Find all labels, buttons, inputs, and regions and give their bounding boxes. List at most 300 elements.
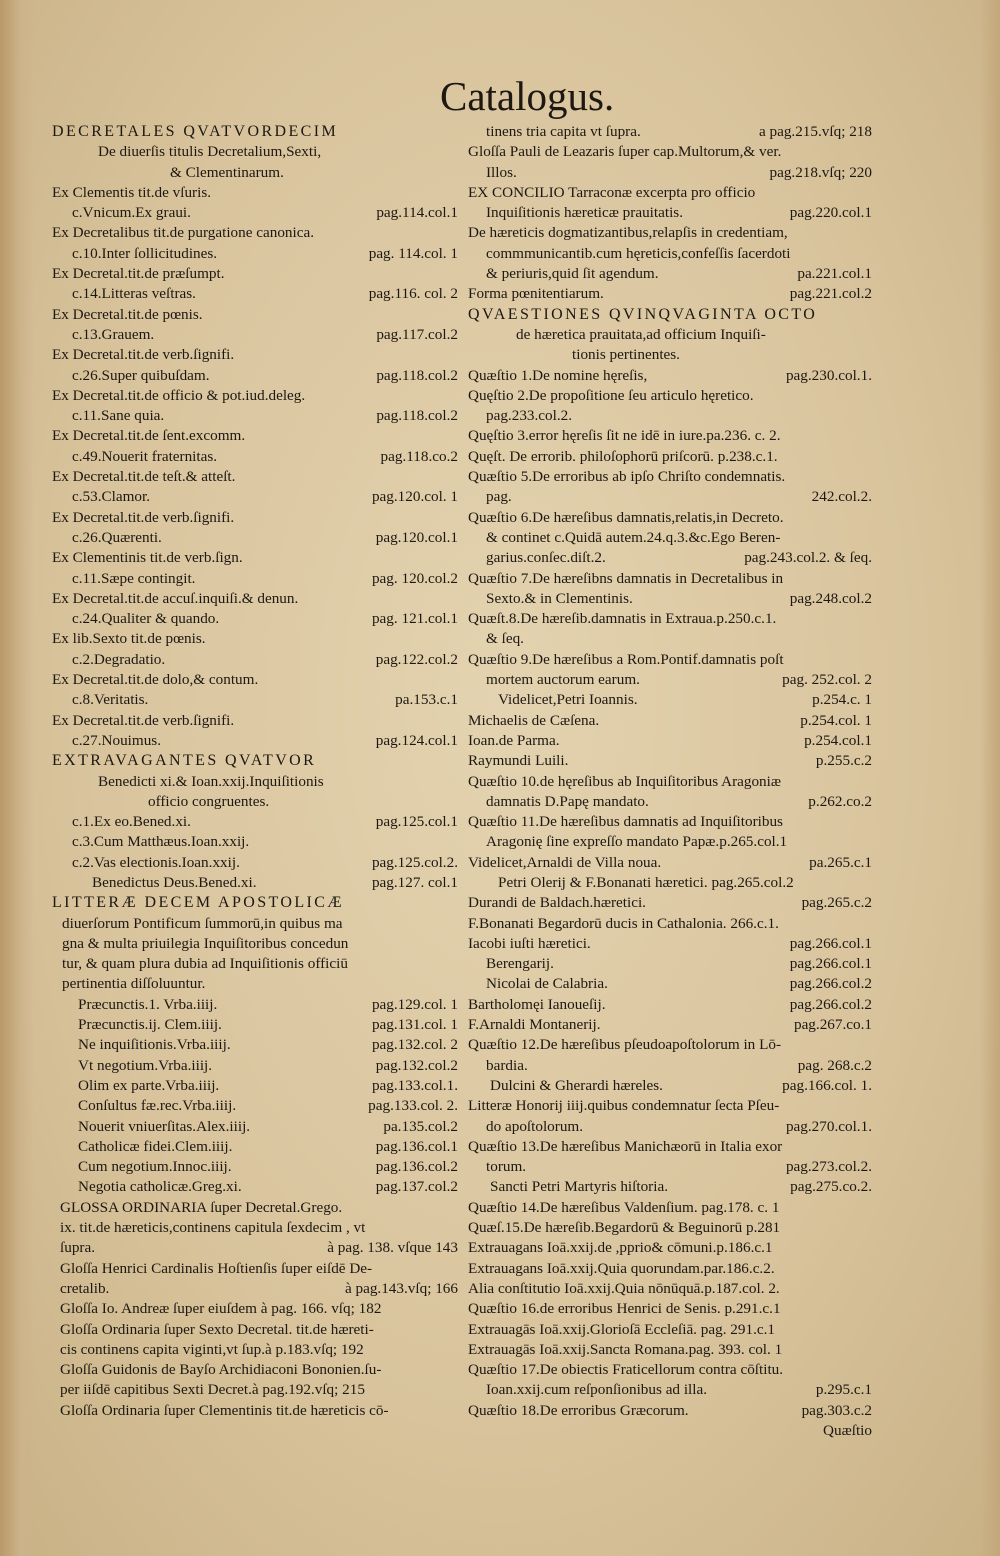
entry-text: c.Vnicum.Ex graui. [72, 204, 191, 222]
entry-text: Petri Olerij & F.Bonanati hæretici. pag.265.col.2 [498, 873, 794, 891]
page-binding-edge [0, 0, 34, 1556]
page-reference: pag.220.col.1 [789, 204, 872, 222]
catalog-entry [468, 1279, 872, 1299]
catalog-entry [52, 995, 458, 1015]
entry-text: cretalib. [60, 1279, 110, 1297]
catalog-entry [468, 1320, 872, 1340]
entry-text: LITTERÆ DECEM APOSTOLICÆ [52, 894, 344, 912]
page-reference: pag.166.col. 1. [782, 1076, 872, 1094]
page-reference: pag.267.co.1 [793, 1016, 872, 1034]
entry-text: Alia conſtitutio Ioā.xxij.Quia nōnūquā.p.187.col. 2. [468, 1279, 780, 1297]
catalog-entry [52, 670, 458, 690]
entry-text: tur, & quam plura dubia ad Inquiſitionis officiū [62, 955, 348, 973]
entry-text: Dulcini & Gherardi hæreles. [490, 1076, 663, 1094]
page-reference: à pag.143.vſq; 166 [344, 1279, 458, 1297]
page-reference: pag. 268.c.2 [797, 1056, 872, 1074]
entry-text: ix. tit.de hæreticis,continens capitula ſexdecim , vt [60, 1219, 366, 1237]
catalog-entry [52, 934, 458, 954]
catalog-entry [468, 487, 872, 507]
entry-text: Quæſtio 12.De hæreſibus pſeudoapoſtolorum in Lō- [468, 1036, 781, 1054]
page-reference: pag.218.vſq; 220 [769, 163, 872, 181]
entry-text: Quæſtio 7.De hæreſibns damnatis in Decretalibus in [468, 569, 784, 587]
catalog-entry [468, 690, 872, 710]
catalog-entry [468, 1157, 872, 1177]
page-reference: pag.221.col.2 [789, 285, 872, 303]
catalog-entry [468, 1299, 872, 1319]
entry-text: Forma pœnitentiarum. [468, 285, 604, 303]
page-reference: pag.266.col.1 [789, 955, 872, 973]
catalog-entry [468, 609, 872, 629]
catalog-entry [468, 629, 872, 649]
catalog-entry [52, 1096, 458, 1116]
catalog-entry [468, 1076, 872, 1096]
catalog-entry [468, 1117, 872, 1137]
entry-text: Ioan.xxij.cum reſponſionibus ad illa. [486, 1381, 708, 1399]
section-heading [52, 751, 458, 771]
page-reference: p.254.c. 1 [812, 691, 872, 709]
entry-text: do apoſtolorum. [486, 1117, 584, 1135]
catalog-entry [52, 264, 458, 284]
catalog-entry [52, 548, 458, 568]
catalog-entry [468, 1035, 872, 1055]
catalog-entry [468, 1421, 872, 1441]
page-reference: p.254.col.1 [804, 731, 872, 749]
catalog-entry [52, 528, 458, 548]
entry-text: Ex lib.Sexto tit.de pœnis. [52, 630, 206, 648]
page-reference: pag.132.col.2 [375, 1056, 458, 1074]
entry-text: Gloſſa Ordinaria ſuper Sexto Decretal. tit.de hæreti- [60, 1320, 374, 1338]
entry-text: Quæſtio 13.De hæreſibus Manichæorū in Italia exor [468, 1137, 783, 1155]
catalog-entry [52, 447, 458, 467]
entry-text: cis continens capita viginti,vt ſup.à p.183.vſq; 192 [60, 1340, 364, 1358]
catalog-entry [52, 589, 458, 609]
page-reference: pag. 252.col. 2 [782, 671, 872, 689]
entry-text: c.1.Ex eo.Bened.xi. [72, 813, 191, 831]
page-reference: à pag. 138. vſque 143 [327, 1239, 458, 1257]
catalog-entry [468, 711, 872, 731]
catalog-entry [468, 163, 872, 183]
catalog-entry [52, 792, 458, 812]
entry-text: Durandi de Baldach.hæretici. [468, 894, 646, 912]
catalog-entry [468, 731, 872, 751]
page-reference: p.262.co.2 [808, 792, 872, 810]
entry-text: Gloſſa Henrici Cardinalis Hoſtienſis ſuper eiſdē De- [60, 1259, 373, 1277]
entry-text: Vt negotium.Vrba.iiij. [78, 1056, 213, 1074]
entry-text: Quæſtio 9.De hæreſibus a Rom.Pontif.damnatis poſt [468, 650, 784, 668]
catalog-entry [468, 1238, 872, 1258]
entry-text: Ex Decretal.tit.de accuſ.inquiſi.& denun. [52, 589, 299, 607]
entry-text: Sexto.& in Clementinis. [486, 589, 633, 607]
page-reference: pag.133.col. 2. [368, 1097, 458, 1115]
catalog-entry [468, 1056, 872, 1076]
entry-text: De diuerſis titulis Decretalium,Sexti, [98, 143, 322, 161]
entry-text: Sancti Petri Martyris hiſtoria. [490, 1178, 669, 1196]
entry-text: tinens tria capita vt ſupra. [486, 123, 641, 140]
page-reference: pag.303.c.2 [801, 1401, 872, 1419]
entry-text: commmunicantib.cum hęreticis,confeſſis ſacerdoti [486, 244, 791, 262]
entry-text: Ex Clementis tit.de vſuris. [52, 183, 212, 201]
catalog-entry [52, 1177, 458, 1197]
entry-text: c.3.Cum Matthæus.Ioan.xxij. [72, 833, 250, 851]
entry-text: Quęſtio 3.error hęreſis ſit ne idē in iure.pa.236. c. 2. [468, 427, 781, 445]
entry-text: Ex Decretal.tit.de ſent.excomm. [52, 427, 246, 445]
catalog-entry [52, 873, 458, 893]
catalog-entry [468, 467, 872, 487]
entry-text: c.8.Veritatis. [72, 691, 149, 709]
entry-text: Aragonię ſine expreſſo mandato Papæ.p.265.col.1 [486, 833, 788, 851]
catalog-entry [52, 1117, 458, 1137]
entry-text: Quæſt.8.De hæreſib.damnatis in Extraua.p.250.c.1. [468, 610, 777, 628]
catalog-entry [52, 467, 458, 487]
page-outer-edge [980, 0, 1000, 1556]
page-reference: pag.118.co.2 [380, 447, 458, 465]
entry-text: Ex Decretal.tit.de dolo,& contum. [52, 671, 259, 689]
entry-text: c.2.Vas electionis.Ioan.xxij. [72, 853, 240, 871]
entry-text: De hæreticis dogmatizantibus,relapſis in credentiam, [468, 224, 788, 242]
entry-text: Quæſ.15.De hæreſib.Begardorū & Beguinorū p.281 [468, 1219, 781, 1237]
entry-text: Quæſtio 1.De nomine hęreſis, [468, 366, 648, 384]
page-reference: Quæſtio [823, 1422, 872, 1439]
entry-text: Præcunctis.ij. Clem.iiij. [78, 1016, 222, 1034]
catalog-entry [52, 1360, 458, 1380]
catalog-entry [468, 142, 872, 162]
entry-text: Nicolai de Calabria. [486, 975, 608, 993]
entry-text: Bartholomęi Ianoueſij. [468, 995, 606, 1013]
catalog-entry [468, 1340, 872, 1360]
page-reference: pag.132.col. 2 [371, 1036, 458, 1054]
page-reference: pag.133.col.1. [371, 1076, 458, 1094]
page-reference: pa.221.col.1 [797, 265, 872, 283]
entry-text: Raymundi Luili. [468, 752, 569, 770]
page-reference: 242.col.2. [811, 488, 872, 506]
entry-text: Gloſſa Ordinaria ſuper Clementinis tit.de hæreticis cō- [60, 1401, 389, 1419]
section-heading [52, 893, 458, 913]
catalog-entry [52, 244, 458, 264]
catalog-entry [468, 548, 872, 568]
catalog-entry [468, 1360, 872, 1380]
page-reference: pag. 121.col.1 [371, 610, 458, 628]
entry-text: Quæſtio 16.de erroribus Henrici de Senis. p.291.c.1 [468, 1300, 781, 1318]
page-reference: pag.118.col.2 [376, 366, 458, 384]
catalog-entry [52, 223, 458, 243]
page-reference: pag.243.col.2. & ſeq. [744, 549, 872, 567]
catalog-entry [52, 203, 458, 223]
entry-text: Gloſſa Io. Andreæ ſuper eiuſdem à pag. 166. vſq; 182 [60, 1300, 382, 1318]
entry-text: Ex Decretalibus tit.de purgatione canonica. [52, 224, 315, 242]
catalog-entry [468, 650, 872, 670]
catalog-entry [468, 386, 872, 406]
page-reference: pag.117.col.2 [376, 325, 458, 343]
catalog-entry [468, 366, 872, 386]
entry-text: Videlicet,Arnaldi de Villa noua. [468, 853, 662, 871]
page-reference: pag.275.co.2. [790, 1178, 872, 1196]
entry-text: tionis pertinentes. [572, 346, 680, 364]
page-reference: pag.266.col.1 [789, 934, 872, 952]
entry-text: Extrauagans Ioā.xxij.de ,pprio& cōmuni.p.186.c.1 [468, 1239, 773, 1257]
catalog-entry [468, 670, 872, 690]
entry-text: Gloſſa Guidonis de Bayſo Archidiaconi Bononien.ſu- [60, 1361, 382, 1379]
catalog-entry [52, 1320, 458, 1340]
entry-text: Ex Decretal.tit.de officio & pot.iud.deleg. [52, 386, 306, 404]
entry-text: pag. [486, 488, 512, 506]
catalog-entry [52, 1157, 458, 1177]
catalog-entry [52, 1380, 458, 1400]
page-reference: pag.230.col.1. [785, 366, 872, 384]
catalog-entry [468, 1259, 872, 1279]
page-reference: pag.137.col.2 [375, 1178, 458, 1196]
entry-text: c.11.Sane quia. [72, 407, 165, 425]
entry-text: de hæretica prauitata,ad officium Inquiſi- [516, 325, 766, 343]
catalog-entry [52, 1035, 458, 1055]
catalog-entry [52, 1076, 458, 1096]
entry-text: mortem auctorum earum. [486, 671, 640, 689]
page-reference: a pag.215.vſq; 218 [758, 123, 872, 140]
entry-text: c.49.Nouerit fraternitas. [72, 447, 218, 465]
catalog-entry [52, 954, 458, 974]
page-reference: pag.129.col. 1 [371, 995, 458, 1013]
page-reference: pag.136.col.1 [375, 1137, 458, 1155]
page-reference: pag.125.col.2. [371, 853, 458, 871]
catalog-entry [468, 183, 872, 203]
catalog-entry [52, 629, 458, 649]
catalog-entry [52, 508, 458, 528]
page-reference: pag.131.col. 1 [371, 1016, 458, 1034]
catalog-entry [52, 650, 458, 670]
entry-text: Extrauagās Ioā.xxij.Glorioſā Eccleſiā. pag. 291.c.1 [468, 1320, 776, 1338]
entry-text: & continet c.Quidā autem.24.q.3.&c.Ego Beren- [486, 528, 781, 546]
page-reference: pag.265.c.2 [801, 894, 872, 912]
entry-text: Ex Decretal.tit.de verb.ſignifi. [52, 346, 235, 364]
catalog-entry [52, 609, 458, 629]
catalog-entry [468, 264, 872, 284]
page-reference: p.255.c.2 [815, 752, 872, 770]
entry-text: Michaelis de Cæſena. [468, 711, 600, 729]
catalog-entry [52, 772, 458, 792]
catalog-entry [52, 325, 458, 345]
entry-text: Extrauagans Ioā.xxij.Quia quorundam.par.186.c.2. [468, 1259, 775, 1277]
entry-text: Quæſtio 17.De obiectis Fraticellorum contra cōſtitu. [468, 1361, 784, 1379]
catalog-entry [52, 1137, 458, 1157]
page-reference: pag.120.col.1 [375, 528, 458, 546]
catalog-entry [52, 406, 458, 426]
entry-text: Benedicti xi.& Ioan.xxij.Inquiſitionis [98, 772, 324, 790]
catalog-entry [468, 873, 872, 893]
entry-text: c.13.Grauem. [72, 325, 155, 343]
catalog-entry [468, 447, 872, 467]
catalog-entry [468, 974, 872, 994]
entry-text: pertinentia diſſoluuntur. [62, 975, 206, 993]
catalog-entry [468, 345, 872, 365]
catalog-entry [52, 1015, 458, 1035]
entry-text: c.26.Quærenti. [72, 528, 162, 546]
catalog-entry [468, 751, 872, 771]
page-reference: pag.266.col.2 [789, 975, 872, 993]
entry-text: Quęſt. De errorib. philoſophorū priſcorū. p.238.c.1. [468, 447, 778, 465]
page-reference: pa.153.c.1 [395, 691, 458, 709]
catalog-entry [468, 1096, 872, 1116]
right-column [468, 122, 872, 1441]
entry-text: c.11.Sæpe contingit. [72, 569, 196, 587]
entry-text: Ex Decretal.tit.de verb.ſignifi. [52, 711, 235, 729]
page-reference: pag.248.col.2 [789, 589, 872, 607]
catalog-entry [468, 1218, 872, 1238]
entry-text: Berengarij. [486, 955, 554, 973]
entry-text: officio congruentes. [148, 792, 270, 810]
catalog-entry [52, 1279, 458, 1299]
catalog-entry [468, 772, 872, 792]
catalog-entry [52, 345, 458, 365]
entry-text: Ex Clementinis tit.de verb.ſign. [52, 549, 243, 567]
catalog-entry [468, 954, 872, 974]
catalog-entry [468, 569, 872, 589]
catalog-entry [52, 832, 458, 852]
page-reference: pa.135.col.2 [383, 1117, 458, 1135]
page-reference: pag. 114.col. 1 [368, 244, 458, 262]
entry-text: garius.conſec.diſt.2. [486, 549, 606, 567]
catalog-entry [468, 508, 872, 528]
entry-text: Illos. [486, 163, 517, 181]
catalog-entry [468, 914, 872, 934]
catalog-entry [468, 528, 872, 548]
entry-text: Quæſtio 18.De erroribus Græcorum. [468, 1401, 689, 1419]
entry-text: Ex Decretal.tit.de verb.ſignifi. [52, 508, 235, 526]
entry-text: c.27.Nouimus. [72, 731, 162, 749]
entry-text: Benedictus Deus.Bened.xi. [92, 873, 257, 891]
section-heading [468, 305, 872, 325]
entry-text: torum. [486, 1158, 527, 1176]
catalog-entry [52, 305, 458, 325]
page-reference: pag.122.col.2 [375, 650, 458, 668]
entry-text: Cum negotium.Innoc.iiij. [78, 1158, 232, 1176]
entry-text: Litteræ Honorij iiij.quibus condemnatur ſecta Pſeu- [468, 1097, 780, 1115]
catalog-entry [52, 284, 458, 304]
entry-text: Quæſtio 14.De hæreſibus Valdenſium. pag.178. c. 1 [468, 1198, 780, 1216]
page-reference: pag.270.col.1. [785, 1117, 872, 1135]
catalog-entry [52, 1401, 458, 1421]
page-title: Catalogus. [440, 73, 615, 119]
page-reference: pag.114.col.1 [376, 204, 458, 222]
entry-text: Olim ex parte.Vrba.iiij. [78, 1076, 220, 1094]
entry-text: gna & multa priuilegia Inquiſitoribus concedun [62, 934, 349, 952]
catalog-entry [468, 1198, 872, 1218]
catalog-entry [52, 812, 458, 832]
catalog-entry [468, 812, 872, 832]
catalog-entry [52, 163, 458, 183]
page-reference: pag.266.col.2 [789, 995, 872, 1013]
catalog-entry [52, 731, 458, 751]
entry-text: diuerſorum Pontificum ſummorū,in quibus ma [62, 914, 343, 932]
entry-text: Ex Decretal.tit.de præſumpt. [52, 265, 225, 283]
section-heading [52, 122, 458, 142]
catalog-entry [468, 325, 872, 345]
catalog-entry [468, 1177, 872, 1197]
entry-text: c.2.Degradatio. [72, 650, 166, 668]
catalog-entry [52, 1299, 458, 1319]
catalog-entry [468, 853, 872, 873]
entry-text: F.Bonanati Begardorū ducis in Cathalonia. 266.c.1. [468, 914, 779, 932]
catalog-entry [468, 223, 872, 243]
page-reference: pag.120.col. 1 [371, 488, 458, 506]
page-reference: pag.116. col. 2 [368, 285, 458, 303]
catalog-entry [52, 183, 458, 203]
catalog-entry [52, 487, 458, 507]
entry-text: & Clementinarum. [170, 163, 284, 181]
catalog-entry [52, 426, 458, 446]
entry-text: DECRETALES QVATVORDECIM [52, 123, 339, 140]
catalog-entry [468, 426, 872, 446]
catalog-entry [52, 974, 458, 994]
catalog-entry [52, 142, 458, 162]
entry-text: ſupra. [60, 1239, 96, 1257]
entry-text: Quæſtio 5.De erroribus ab ipſo Chriſto condemnatis. [468, 468, 786, 486]
catalog-entry [468, 1401, 872, 1421]
entry-text: Nouerit vniuerſitas.Alex.iiij. [78, 1117, 251, 1135]
left-column [52, 122, 458, 1421]
entry-text: Videlicet,Petri Ioannis. [498, 691, 638, 709]
page-reference: p.295.c.1 [815, 1381, 872, 1399]
entry-text: Præcunctis.1. Vrba.iiij. [78, 995, 218, 1013]
catalog-entry [52, 1056, 458, 1076]
page-reference: pag. 120.col.2 [371, 569, 458, 587]
catalog-entry [468, 934, 872, 954]
catalog-entry [52, 1340, 458, 1360]
entry-text: GLOSSA ORDINARIA ſuper Decretal.Grego. [60, 1198, 343, 1216]
entry-text: & periuris,quid ſit agendum. [486, 265, 659, 283]
entry-text: pag.233.col.2. [486, 407, 573, 425]
page-reference: pa.265.c.1 [809, 853, 872, 871]
entry-text: Quæſtio 11.De hæreſibus damnatis ad Inquiſitoribus [468, 813, 783, 831]
entry-text: EX CONCILIO Tarraconæ excerpta pro officio [468, 183, 756, 201]
entry-text: QVAESTIONES QVINQVAGINTA OCTO [468, 305, 818, 323]
catalog-entry [52, 1259, 458, 1279]
entry-text: Negotia catholicæ.Greg.xi. [78, 1178, 242, 1196]
page-reference: pag.118.col.2 [376, 407, 458, 425]
entry-text: damnatis D.Papę mandato. [486, 792, 649, 810]
page-reference: pag.273.col.2. [785, 1158, 872, 1176]
entry-text: F.Arnaldi Montanerij. [468, 1016, 601, 1034]
entry-text: c.24.Qualiter & quando. [72, 610, 220, 628]
entry-text: Iacobi iuſti hæretici. [468, 934, 591, 952]
catalog-entry [468, 589, 872, 609]
entry-text: per iiſdē capitibus Sexti Decret.à pag.192.vſq; 215 [60, 1381, 365, 1399]
catalog-entry [468, 1015, 872, 1035]
entry-text: c.14.Litteras veſtras. [72, 285, 196, 303]
page-reference: p.254.col. 1 [800, 711, 872, 729]
catalog-entry [468, 893, 872, 913]
entry-text: Conſultus fæ.rec.Vrba.iiij. [78, 1097, 237, 1115]
entry-text: Quæſtio 6.De hæreſibus damnatis,relatis,in Decreto. [468, 508, 784, 526]
entry-text: Gloſſa Pauli de Leazaris ſuper cap.Multorum,& ver. [468, 143, 782, 161]
catalog-entry [468, 792, 872, 812]
catalog-entry [468, 406, 872, 426]
entry-text: Extrauagās Ioā.xxij.Sancta Romana.pag. 393. col. 1 [468, 1340, 783, 1358]
entry-text: Ioan.de Parma. [468, 731, 560, 749]
entry-text: Quæſtio 10.de hęreſibus ab Inquiſitoribus Aragoniæ [468, 772, 781, 790]
entry-text: Ex Decretal.tit.de teſt.& atteſt. [52, 468, 236, 486]
catalog-entry [52, 1198, 458, 1218]
entry-text: bardia. [486, 1056, 528, 1074]
entry-text: Quęſtio 2.De propoſitione ſeu articulo hęretico. [468, 386, 754, 404]
catalog-entry [468, 284, 872, 304]
catalog-entry [468, 832, 872, 852]
catalog-entry [468, 203, 872, 223]
page-reference: pag.127. col.1 [371, 873, 458, 891]
entry-text: c.10.Inter ſollicitudines. [72, 244, 218, 262]
entry-text: Catholicæ fidei.Clem.iiij. [78, 1137, 233, 1155]
catalog-entry [468, 995, 872, 1015]
page-reference: pag.125.col.1 [375, 813, 458, 831]
page-reference: pag.124.col.1 [375, 731, 458, 749]
